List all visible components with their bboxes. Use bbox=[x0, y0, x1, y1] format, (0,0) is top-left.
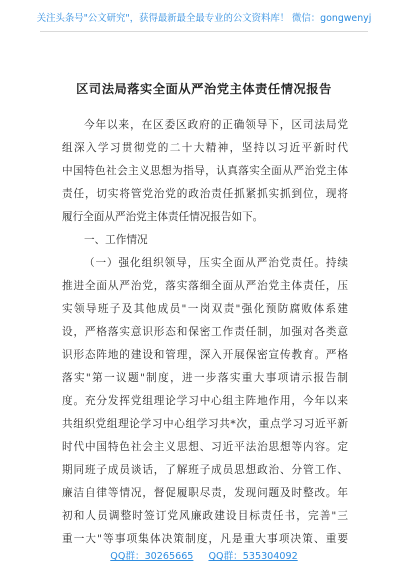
paragraph-line: 共组织党组理论学习中心组学习共*次，重点学习习近平新 bbox=[62, 418, 348, 430]
paragraph-line: 中国特色社会主义思想为指导，认真落实全面从严治党主体 bbox=[62, 165, 348, 177]
header-banner: 关注头条号"公文研究"，获得最新最全最专业的公文资料库！ 微信：gongwenyj bbox=[36, 13, 372, 24]
paragraph-line: 今年以来，在区委区政府的正确领导下，区司法局党 bbox=[84, 119, 348, 131]
qq-group-link[interactable]: QQ群：30265665 bbox=[110, 551, 194, 562]
paragraph-line: 重一大"等事项集体决策制度，凡是重大事项决策、重要 bbox=[62, 533, 348, 545]
paragraph-line: 期同班子成员谈话，了解班子成员思想政治、分管工作、 bbox=[62, 464, 348, 476]
document-title: 区司法局落实全面从严治党主体责任情况报告 bbox=[76, 82, 332, 96]
paragraph-line: 时代中国特色社会主义思想、习近平法治思想等内容。定 bbox=[62, 441, 348, 453]
paragraph-line: 度。充分发挥党组理论学习中心组主阵地作用，今年以来 bbox=[62, 395, 348, 407]
paragraph-line: 初和人员调整时签订党风廉政建设目标责任书，完善"三 bbox=[62, 510, 348, 522]
paragraph-line: 实领导班子及其他成员"一岗双责"强化预防腐败体系建 bbox=[62, 303, 348, 315]
paragraph-line: 识形态阵地的建设和管理，深入开展保密宣传教育。严格 bbox=[62, 349, 348, 361]
paragraph-line: 落实"第一议题"制度，进一步落实重大事项请示报告制 bbox=[62, 372, 348, 384]
header-divider bbox=[40, 31, 368, 32]
section-heading: 一、工作情况 bbox=[84, 234, 148, 246]
paragraph-line: 组深入学习贯彻党的二十大精神，坚持以习近平新时代 bbox=[62, 142, 348, 154]
paragraph-line: 设，严格落实意识形态和保密工作责任制，加强对各类意 bbox=[62, 326, 348, 338]
paragraph-line: 推进全面从严治党，落实落细全面从严治党主体责任，压 bbox=[62, 280, 348, 292]
qq-group-link[interactable]: QQ群：535304092 bbox=[208, 551, 298, 562]
document-body bbox=[62, 114, 348, 551]
paragraph-line: 履行全面从严治党主体责任情况报告如下。 bbox=[62, 211, 264, 223]
paragraph-line: （一）强化组织领导，压实全面从严治党责任。持续 bbox=[84, 257, 348, 269]
paragraph-line: 责任，切实将管党治党的政治责任抓紧抓实抓到位，现将 bbox=[62, 188, 348, 200]
footer-contacts bbox=[0, 548, 408, 562]
paragraph-line: 廉洁自律等情况，督促履职尽责，发现问题及时整改。年 bbox=[62, 487, 348, 499]
